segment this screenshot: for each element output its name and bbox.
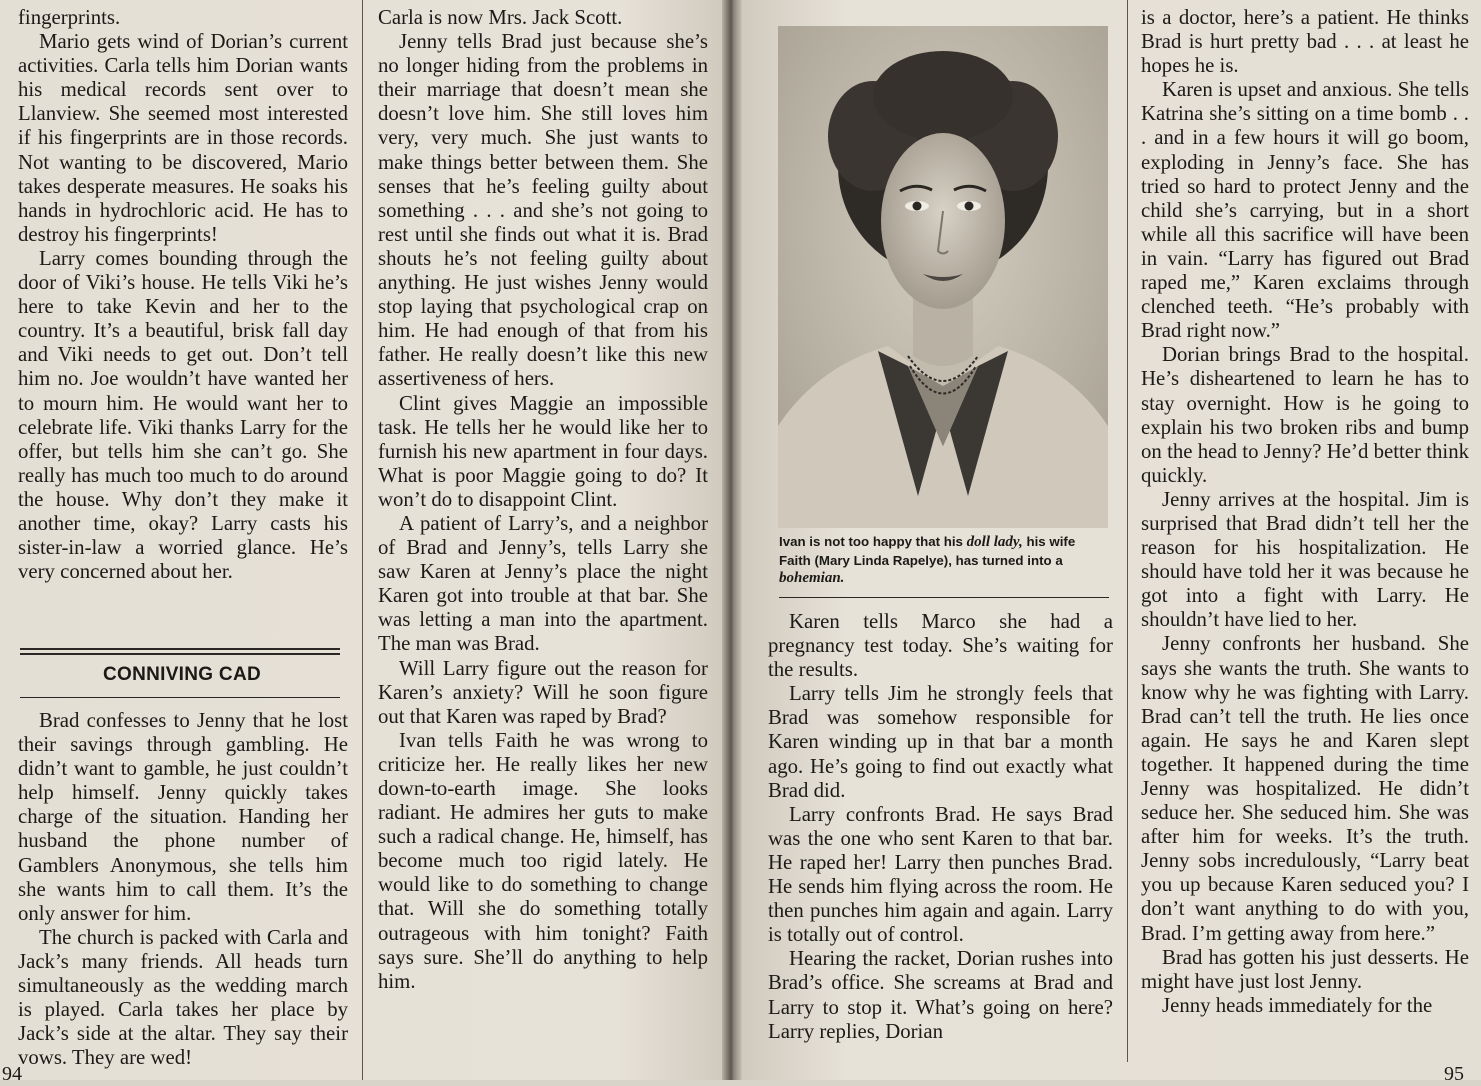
caption-text: his wife Faith (Mary Linda Rapelye), has turned into a — [779, 534, 1076, 568]
book-gutter — [722, 0, 742, 1080]
caption-text: Ivan is not too happy that his — [779, 534, 967, 549]
caption-italic: bohemian. — [779, 570, 845, 586]
page-number-left: 94 — [2, 1063, 22, 1085]
paragraph: Larry confronts Brad. He says Brad was the one who sent Karen to that bar. He raped her! Larry then punches Brad. He sends him flying across the room. He then punches him again and again. Larry is totally out of control. — [768, 802, 1113, 947]
paragraph: Clint gives Maggie an impossible task. He tells her he would like her to furnish his new apartment in four days. What is poor Maggie going to do? It won’t do to disappoint Clint. — [378, 391, 708, 511]
photo-caption — [779, 533, 1109, 588]
left-column-2 — [378, 6, 708, 994]
caption-italic: doll lady, — [966, 534, 1023, 550]
paragraph: Jenny tells Brad just because she’s no longer hiding from the problems in their marriage that doesn’t mean she doesn’t love him. She still loves him very, very much. She just wants to make things better between them. She senses that he’s feeling guilty about something . . . and she’s not going to rest until she finds out what it is. Brad shouts he’s not feeling guilty about anything. He just wishes Jenny would stop laying that psychological crap on him. He had enough of that from his father. He really doesn’t like this new assertiveness of hers. — [378, 30, 708, 391]
paragraph: Dorian brings Brad to the hospital. He’s disheartened to learn he has to stay overnight. How is he going to explain his two broken ribs and bump on the head to Jenny? He’d better think quickly. — [1141, 343, 1469, 487]
paragraph: Jenny confronts her husband. She says she wants the truth. She wants to know why he was fighting with Larry. Brad can’t tell the truth. He lies once again. He says he and Karen slept together. It happened during the time Jenny was hospitalized. He didn’t seduce her. She seduced him. She was after him for weeks. It’s the truth. Jenny sobs incredulously, “Larry beat you up because Karen seduced you? I don’t want anything to do with you, Brad. I’m getting away from here.” — [1141, 632, 1469, 945]
paragraph: Mario gets wind of Dorian’s current activities. Carla tells him Dorian wants his medical records sent over to Llanview. She seemed most interested if his fingerprints are in those records. Not wanting to be discovered, Mario takes desperate measures. He soaks his hands in hydrochloric acid. He has to destroy his fingerprints! — [18, 30, 348, 246]
column-divider — [362, 0, 363, 1080]
paragraph: Jenny arrives at the hospital. Jim is surprised that Brad didn’t tell her the reason for his hospitalization. He should have told her it was because he got into a fight with Larry. He shouldn’t have lied to her. — [1141, 487, 1469, 632]
paragraph: Jenny heads immediately for the — [1162, 993, 1433, 1017]
paragraph: Larry comes bounding through the door of Viki’s house. He tells Viki he’s here to take Kevin and her to the country. It’s a beautiful, brisk fall day and Viki needs to get out. Don’t tell him no. Joe wouldn’t have wanted her to mourn him. He would want her to celebrate life. Viki thanks Larry for the offer, but tells him she can’t go. She really has much too much to do around the house. Why don’t they make it another time, okay? Larry casts his sister-in-law a worried glance. He’s very concerned about her. — [18, 246, 348, 584]
paragraph: Carla is now Mrs. Jack Scott. — [378, 6, 623, 29]
paragraph: Karen tells Marco she had a pregnancy test today. She’s waiting for the results. — [768, 610, 1113, 682]
caption-rule — [779, 597, 1109, 598]
paragraph: Brad has gotten his just desserts. He might have just lost Jenny. — [1141, 945, 1469, 993]
right-column-1 — [768, 610, 1113, 1044]
left-column-1-continued — [18, 709, 348, 1070]
left-column-1 — [18, 6, 348, 584]
paragraph: Will Larry figure out the reason for Karen’s anxiety? Will he soon figure out that Karen was raped by Brad? — [378, 656, 708, 728]
portrait-photo — [778, 26, 1108, 528]
page-number-right: 95 — [1444, 1063, 1464, 1085]
right-column-2 — [1141, 6, 1469, 1018]
paragraph: Brad confesses to Jenny that he lost their savings through gambling. He didn’t want to gamble, he just couldn’t help himself. Jenny quickly takes charge of the situation. Handing her husband the phone number of Gamblers Anonymous, she tells him she wants him to call them. It’s the only answer for him. — [18, 709, 348, 925]
column-divider — [1127, 0, 1128, 1062]
paragraph: is a doctor, here’s a patient. He thinks Brad is hurt pretty bad . . . at least he hopes he is. — [1141, 6, 1469, 78]
paragraph: A patient of Larry’s, and a neighbor of Brad and Jenny’s, tells Larry she saw Karen at Jenny’s place the night Karen got into trouble at that bar. She was letting a man into the apartment. The man was Brad. — [378, 511, 708, 656]
paragraph: Ivan tells Faith he was wrong to criticize her. He really likes her new down-to-earth image. She looks radiant. He admires her guts to make such a radical change. He, himself, has become much too rigid lately. He would like to do something to change that. Will she do something totally outrageous with him tonight? Faith says sure. She’ll do anything to help him. — [378, 728, 708, 993]
paragraph: Karen is upset and anxious. She tells Katrina she’s sitting on a time bomb . . . and in a few hours it will go boom, exploding in Jenny’s face. She has tried so hard to protect Jenny and the child she’s carrying, but in a short while all this sacrifice will have been in vain. “Larry has figured out Brad raped me,” Karen exclaims through clenched teeth. “He’s probably with Brad right now.” — [1141, 78, 1469, 343]
paragraph: The church is packed with Carla and Jack’s many friends. All heads turn simultaneously as the wedding march is played. Carla takes her place by Jack’s side at the altar. They say their vows. They are wed! — [18, 925, 348, 1070]
paragraph: fingerprints. — [18, 6, 121, 29]
paragraph: Hearing the racket, Dorian rushes into Brad’s office. She screams at Brad and Larry to stop it. What’s going on here? Larry replies, Dorian — [768, 947, 1113, 1043]
section-heading: CONNIVING CAD — [102, 664, 261, 685]
section-rule-top-double — [20, 653, 340, 655]
paragraph: Larry tells Jim he strongly feels that Brad was somehow responsible for Karen winding up in that bar a month ago. He’s going to find out exactly what Brad did. — [768, 682, 1113, 802]
section-rule-bottom — [20, 697, 340, 698]
section-rule-top — [20, 648, 340, 650]
